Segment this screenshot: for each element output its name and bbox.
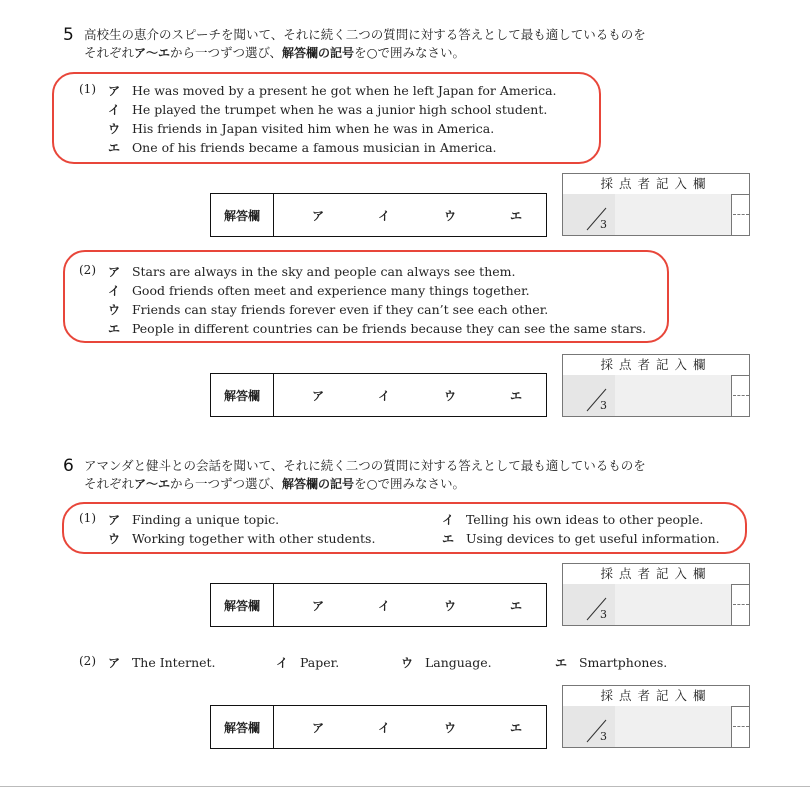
q5-part1-option-d[interactable]: エ One of his friends became a famous musician in America. <box>108 140 497 155</box>
slash-mark <box>563 706 615 748</box>
q6-part1-option-a[interactable]: ア Finding a unique topic. <box>108 512 280 527</box>
answer-choice-c[interactable]: ウ <box>443 598 456 613</box>
q6-part2-label: (2) <box>79 654 96 668</box>
answer-choice-a[interactable]: ア <box>311 598 324 613</box>
q5-part2-option-d[interactable]: エ People in different countries can be friends because they can see the same stars. <box>108 321 647 336</box>
score-dash <box>733 604 749 605</box>
answer-choice-c[interactable]: ウ <box>443 208 456 223</box>
score-box-title: 採点者記入欄 <box>563 355 749 376</box>
score-points: 3 <box>600 608 607 621</box>
q5-part2-option-a[interactable]: ア Stars are always in the sky and people can always see them. <box>108 264 516 279</box>
answer-choice-a[interactable]: ア <box>311 208 324 223</box>
score-cell <box>563 584 616 625</box>
question-6-number: 6 <box>63 456 74 476</box>
answer-box-q6-1 <box>210 583 547 627</box>
score-box-title: 採点者記入欄 <box>563 174 749 195</box>
q6-part1-label: (1) <box>79 511 96 525</box>
answer-box-q5-1 <box>210 193 547 237</box>
score-entry-cell[interactable] <box>615 706 732 747</box>
q6-part1-option-d[interactable]: エ Using devices to get useful information. <box>442 531 720 546</box>
question-6-instruction-line1: アマンダと健斗との会話を聞いて、それに続く二つの質問に対する答えとして最も適しているものを <box>84 458 646 473</box>
q6-part1-option-c[interactable]: ウ Working together with other students. <box>108 531 376 546</box>
answer-choice-a[interactable]: ア <box>311 388 324 403</box>
score-entry-cell[interactable] <box>615 584 732 625</box>
score-box-title: 採点者記入欄 <box>563 564 749 585</box>
slash-mark <box>563 584 615 626</box>
q6-part2-option-a[interactable]: ア The Internet. <box>108 655 216 670</box>
q6-part2-option-d[interactable]: エ Smartphones. <box>555 655 668 670</box>
answer-box-header: 解答欄 <box>211 194 274 236</box>
score-points: 3 <box>600 218 607 231</box>
score-points: 3 <box>600 730 607 743</box>
answer-choice-d[interactable]: エ <box>509 388 522 403</box>
answer-box-header: 解答欄 <box>211 706 274 748</box>
slash-mark <box>563 375 615 417</box>
score-cell <box>563 706 616 747</box>
answer-box-q5-2 <box>210 373 547 417</box>
question-5-instruction-line1: 高校生の恵介のスピーチを聞いて、それに続く二つの質問に対する答えとして最も適しているものを <box>84 27 646 42</box>
q5-part1-option-c[interactable]: ウ His friends in Japan visited him when he was in America. <box>108 121 495 136</box>
answer-choice-b[interactable]: イ <box>377 208 390 223</box>
q5-part2-label: (2) <box>79 263 96 277</box>
slash-mark <box>563 194 615 236</box>
question-5-number: 5 <box>63 25 74 45</box>
q6-part1-option-b[interactable]: イ Telling his own ideas to other people. <box>442 512 704 527</box>
score-entry-cell[interactable] <box>615 194 732 235</box>
q6-part2-option-b[interactable]: イ Paper. <box>276 655 340 670</box>
answer-box-q6-2 <box>210 705 547 749</box>
answer-choice-c[interactable]: ウ <box>443 388 456 403</box>
answer-choice-b[interactable]: イ <box>377 720 390 735</box>
q5-part2-option-c[interactable]: ウ Friends can stay friends forever even if they can’t see each other. <box>108 302 549 317</box>
answer-box-header: 解答欄 <box>211 374 274 416</box>
answer-choice-d[interactable]: エ <box>509 208 522 223</box>
q5-part1-option-b[interactable]: イ He played the trumpet when he was a junior high school student. <box>108 102 548 117</box>
answer-choice-d[interactable]: エ <box>509 598 522 613</box>
q5-part1-label: (1) <box>79 82 96 96</box>
question-6-instruction-line2: それぞれア～エから一つずつ選び、解答欄の記号を○で囲みなさい。 <box>84 476 465 491</box>
score-cell <box>563 375 616 416</box>
score-points: 3 <box>600 399 607 412</box>
answer-choice-c[interactable]: ウ <box>443 720 456 735</box>
answer-choice-a[interactable]: ア <box>311 720 324 735</box>
score-box-q6-1 <box>562 563 750 626</box>
score-cell <box>563 194 616 235</box>
page-bottom-rule <box>0 786 810 787</box>
q6-part2-option-c[interactable]: ウ Language. <box>401 655 492 670</box>
score-box-q6-2 <box>562 685 750 748</box>
answer-choice-b[interactable]: イ <box>377 598 390 613</box>
score-box-q5-2 <box>562 354 750 417</box>
score-dash <box>733 214 749 215</box>
score-dash <box>733 726 749 727</box>
score-dash <box>733 395 749 396</box>
q5-part2-option-b[interactable]: イ Good friends often meet and experience many things together. <box>108 283 530 298</box>
score-box-title: 採点者記入欄 <box>563 686 749 707</box>
score-entry-cell[interactable] <box>615 375 732 416</box>
answer-choice-b[interactable]: イ <box>377 388 390 403</box>
answer-choice-d[interactable]: エ <box>509 720 522 735</box>
q5-part1-option-a[interactable]: ア He was moved by a present he got when he left Japan for America. <box>108 83 557 98</box>
question-5-instruction-line2: それぞれア～エから一つずつ選び、解答欄の記号を○で囲みなさい。 <box>84 45 465 60</box>
score-box-q5-1 <box>562 173 750 236</box>
answer-box-header: 解答欄 <box>211 584 274 626</box>
